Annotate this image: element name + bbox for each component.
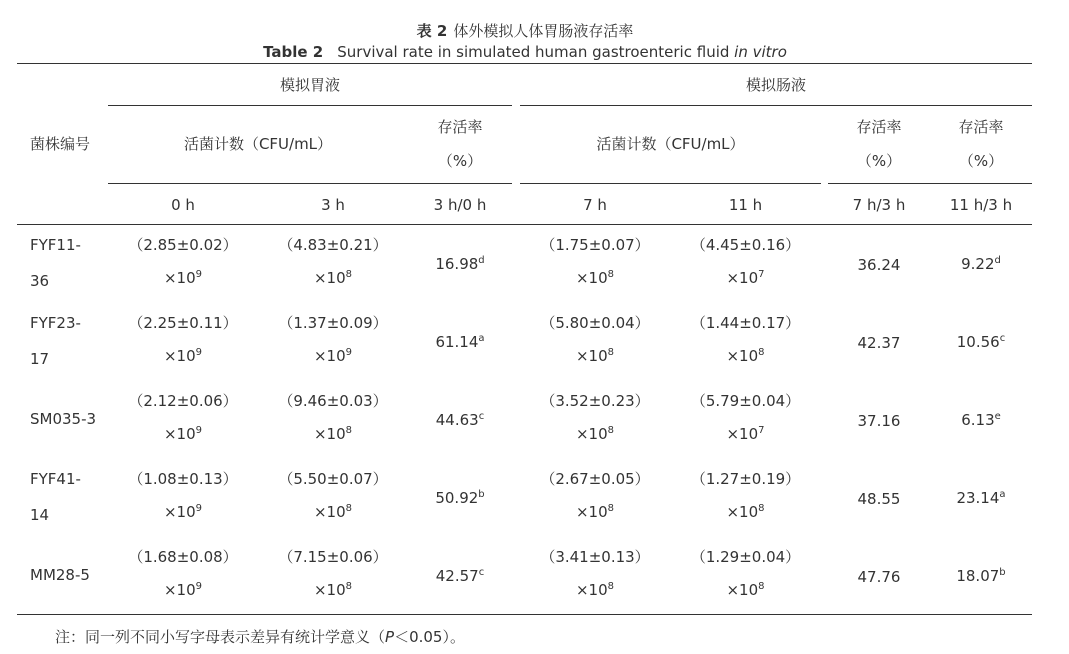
- survival-7h-3h-value: 37.16: [857, 412, 901, 430]
- survival-7h-3h-value: 47.76: [857, 568, 901, 586]
- table-title-en-italic: in vitro: [734, 43, 787, 61]
- survival-3h-0h-value: 50.92: [435, 489, 479, 507]
- count-11h-base: ×10: [726, 503, 759, 521]
- survival-3h-0h-letter: b: [478, 489, 485, 500]
- count-7h-mean-sd: （3.52±0.23）: [540, 392, 650, 410]
- col-header-11h-3h: 11 h/3 h: [949, 196, 1013, 214]
- header-intestinal: 模拟肠液: [745, 76, 806, 94]
- survival-3h-0h-letter: c: [478, 567, 485, 578]
- count-7h-mean-sd: （1.75±0.07）: [540, 236, 650, 254]
- count-0h-exponent: 9: [195, 425, 203, 436]
- strain-id-part1: SM035-3: [30, 410, 97, 428]
- count-11h-exponent-line: [670, 346, 821, 366]
- survival-3h-0h-value: 42.57: [435, 567, 479, 585]
- count-3h-base: ×10: [313, 347, 346, 365]
- footnote-prefix: 注：同一列不同小写字母表示差异有统计学意义（: [55, 628, 386, 646]
- survival-7h-3h-value: 42.37: [857, 334, 901, 352]
- count-0h-mean-sd: （1.68±0.08）: [128, 548, 238, 566]
- count-11h-mean-sd: （1.27±0.19）: [690, 470, 801, 488]
- strain-id: [30, 565, 90, 585]
- count-3h-exponent: 8: [345, 581, 353, 592]
- count-11h-mean-sd: （1.29±0.04）: [690, 548, 801, 566]
- count-3h-value: [258, 313, 408, 333]
- table-label-en: Table 2: [263, 43, 324, 61]
- survival-11h-3h-value: 10.56: [956, 333, 1000, 351]
- header-intestinal-survival-label-1: 存活率: [856, 118, 902, 136]
- count-0h-base: ×10: [163, 503, 196, 521]
- count-11h-exponent-line: [670, 580, 821, 600]
- count-7h-value: [520, 391, 670, 411]
- header-intestinal-survival-unit-1: （%）: [856, 152, 902, 170]
- count-7h-mean-sd: （5.80±0.04）: [540, 314, 650, 332]
- count-0h-value: [108, 391, 258, 411]
- header-gastric: 模拟胃液: [279, 76, 340, 94]
- survival-7h-3h: [828, 411, 930, 431]
- count-3h-base: ×10: [313, 503, 346, 521]
- count-11h-base: ×10: [726, 269, 759, 287]
- strain-id-part2: 14: [30, 506, 50, 524]
- survival-11h-3h: [930, 410, 1032, 430]
- survival-3h-0h-letter: a: [478, 333, 485, 344]
- count-11h-value: [670, 547, 821, 567]
- strain-id-part1: FYF41-: [30, 470, 81, 488]
- survival-3h-0h: [412, 410, 508, 430]
- count-3h-mean-sd: （7.15±0.06）: [278, 548, 388, 566]
- count-0h-mean-sd: （2.12±0.06）: [128, 392, 238, 410]
- count-11h-exponent: 8: [758, 581, 765, 592]
- count-0h-mean-sd: （2.85±0.02）: [128, 236, 238, 254]
- survival-3h-0h-letter: c: [478, 411, 485, 422]
- survival-11h-3h-value: 23.14: [956, 489, 1000, 507]
- count-7h-base: ×10: [575, 581, 608, 599]
- count-3h-mean-sd: （9.46±0.03）: [278, 392, 388, 410]
- top-rule: [17, 63, 1032, 64]
- survival-3h-0h-value: 16.98: [435, 255, 479, 273]
- gastric-group-rule: [108, 105, 512, 106]
- count-0h-value: [108, 469, 258, 489]
- count-7h-exponent: 8: [607, 269, 615, 280]
- count-3h-mean-sd: （4.83±0.21）: [278, 236, 388, 254]
- col-header-3h: 3 h: [321, 196, 345, 214]
- count-0h-exponent-line: [108, 346, 258, 366]
- count-3h-exponent-line: [258, 580, 408, 600]
- count-11h-exponent-line: [670, 268, 821, 288]
- table-caption-cn: [0, 20, 1050, 41]
- count-0h-value: [108, 313, 258, 333]
- count-0h-base: ×10: [163, 581, 196, 599]
- count-3h-value: [258, 391, 408, 411]
- count-3h-exponent-line: [258, 502, 408, 522]
- count-0h-exponent-line: [108, 424, 258, 444]
- strain-id-cont: [30, 271, 49, 291]
- count-3h-mean-sd: （1.37±0.09）: [278, 314, 388, 332]
- strain-id-part2: 36: [30, 272, 50, 290]
- survival-3h-0h: [412, 566, 508, 586]
- intestinal-group-rule: [520, 105, 1032, 106]
- survival-11h-3h-value: 6.13: [961, 411, 995, 429]
- count-0h-exponent-line: [108, 502, 258, 522]
- table-title-cn: 体外模拟人体胃肠液存活率: [453, 22, 634, 40]
- count-11h-exponent: 8: [758, 503, 765, 514]
- survival-11h-3h: [930, 254, 1032, 274]
- count-11h-value: [670, 235, 821, 255]
- strain-id-part1: FYF23-: [30, 314, 81, 332]
- table-title-en: Survival rate in simulated human gastroenteric fluid: [337, 43, 730, 61]
- survival-7h-3h: [828, 567, 930, 587]
- count-11h-base: ×10: [726, 425, 759, 443]
- header-strain: 菌株编号: [30, 135, 91, 153]
- count-3h-exponent-line: [258, 424, 408, 444]
- survival-11h-3h-letter: a: [999, 489, 1006, 500]
- count-7h-base: ×10: [575, 425, 608, 443]
- count-3h-value: [258, 469, 408, 489]
- count-7h-base: ×10: [575, 347, 608, 365]
- survival-11h-3h-letter: e: [994, 411, 1001, 422]
- count-0h-exponent: 9: [195, 503, 203, 514]
- survival-3h-0h: [412, 332, 508, 352]
- survival-3h-0h-letter: d: [478, 255, 485, 266]
- header-gastric-survival-unit: （%）: [437, 152, 483, 170]
- count-0h-exponent-line: [108, 268, 258, 288]
- count-3h-value: [258, 235, 408, 255]
- count-3h-base: ×10: [313, 269, 346, 287]
- count-0h-exponent: 9: [195, 581, 203, 592]
- count-3h-exponent-line: [258, 346, 408, 366]
- survival-11h-3h: [930, 332, 1032, 352]
- survival-11h-3h-letter: d: [994, 255, 1001, 266]
- survival-7h-3h-value: 36.24: [857, 256, 901, 274]
- count-11h-mean-sd: （5.79±0.04）: [690, 392, 801, 410]
- count-7h-exponent: 8: [607, 503, 615, 514]
- header-gastric-count: 活菌计数（CFU/mL）: [183, 135, 333, 153]
- count-0h-exponent: 9: [195, 347, 203, 358]
- count-11h-value: [670, 469, 821, 489]
- count-0h-base: ×10: [163, 347, 196, 365]
- count-7h-exponent-line: [520, 580, 670, 600]
- count-0h-base: ×10: [163, 425, 196, 443]
- survival-11h-3h-letter: b: [999, 567, 1006, 578]
- count-3h-exponent: 8: [345, 425, 353, 436]
- header-gastric-survival-label: 存活率: [437, 118, 483, 136]
- count-3h-value: [258, 547, 408, 567]
- count-7h-value: [520, 235, 670, 255]
- count-7h-exponent-line: [520, 502, 670, 522]
- count-11h-value: [670, 313, 821, 333]
- col-header-3h-0h: 3 h/0 h: [433, 196, 487, 214]
- count-7h-exponent-line: [520, 346, 670, 366]
- count-0h-mean-sd: （1.08±0.13）: [128, 470, 238, 488]
- survival-3h-0h-value: 44.63: [435, 411, 479, 429]
- table-caption-en: [0, 43, 1050, 61]
- strain-id: [30, 469, 81, 489]
- count-3h-base: ×10: [313, 425, 346, 443]
- count-7h-base: ×10: [575, 503, 608, 521]
- col-header-0h: 0 h: [171, 196, 195, 214]
- col-header-7h: 7 h: [583, 196, 607, 214]
- count-7h-exponent: 8: [607, 425, 615, 436]
- survival-11h-3h: [930, 488, 1032, 508]
- footnote-p: P: [385, 628, 395, 646]
- count-7h-value: [520, 469, 670, 489]
- count-7h-mean-sd: （2.67±0.05）: [540, 470, 650, 488]
- count-7h-exponent-line: [520, 424, 670, 444]
- count-7h-mean-sd: （3.41±0.13）: [540, 548, 650, 566]
- count-11h-base: ×10: [726, 581, 759, 599]
- count-7h-exponent-line: [520, 268, 670, 288]
- table-footnote: [55, 626, 465, 647]
- count-11h-exponent: 7: [758, 269, 765, 280]
- count-7h-base: ×10: [575, 269, 608, 287]
- count-7h-exponent: 8: [607, 581, 615, 592]
- table-label-cn: 表 2: [416, 22, 448, 40]
- gastric-subheader-rule: [108, 183, 512, 184]
- header-intestinal-survival-label-2: 存活率: [958, 118, 1004, 136]
- intestinal-count-subheader-rule: [520, 183, 821, 184]
- survival-11h-3h: [930, 566, 1032, 586]
- count-11h-mean-sd: （4.45±0.16）: [690, 236, 801, 254]
- count-11h-base: ×10: [726, 347, 759, 365]
- footnote-suffix: ＜0.05）。: [394, 628, 465, 646]
- col-header-11h: 11 h: [728, 196, 763, 214]
- count-0h-value: [108, 547, 258, 567]
- count-11h-exponent-line: [670, 424, 821, 444]
- count-0h-base: ×10: [163, 269, 196, 287]
- survival-7h-3h: [828, 489, 930, 509]
- count-11h-exponent: 7: [758, 425, 765, 436]
- bottom-rule: [17, 614, 1032, 615]
- count-0h-mean-sd: （2.25±0.11）: [128, 314, 238, 332]
- count-11h-mean-sd: （1.44±0.17）: [690, 314, 801, 332]
- count-0h-value: [108, 235, 258, 255]
- count-3h-exponent-line: [258, 268, 408, 288]
- strain-id-part1: FYF11-: [30, 236, 81, 254]
- count-11h-value: [670, 391, 821, 411]
- count-3h-exponent: 8: [345, 269, 353, 280]
- survival-11h-3h-value: 9.22: [961, 255, 995, 273]
- strain-id-part1: MM28-5: [30, 566, 90, 584]
- strain-id-part2: 17: [30, 350, 50, 368]
- count-3h-exponent: 8: [345, 503, 353, 514]
- survival-3h-0h: [412, 488, 508, 508]
- survival-7h-3h-value: 48.55: [857, 490, 901, 508]
- count-0h-exponent-line: [108, 580, 258, 600]
- count-0h-exponent: 9: [195, 269, 203, 280]
- count-7h-exponent: 8: [607, 347, 615, 358]
- count-11h-exponent-line: [670, 502, 821, 522]
- survival-3h-0h-value: 61.14: [435, 333, 479, 351]
- intestinal-survival-subheader-rule: [828, 183, 1032, 184]
- survival-7h-3h: [828, 255, 930, 275]
- count-3h-mean-sd: （5.50±0.07）: [278, 470, 388, 488]
- header-intestinal-count: 活菌计数（CFU/mL）: [596, 135, 745, 153]
- strain-id: [30, 313, 81, 333]
- count-3h-base: ×10: [313, 581, 346, 599]
- survival-7h-3h: [828, 333, 930, 353]
- strain-id-cont: [30, 505, 49, 525]
- header-intestinal-survival-unit-2: （%）: [958, 152, 1004, 170]
- strain-id-cont: [30, 349, 49, 369]
- count-7h-value: [520, 313, 670, 333]
- col-header-7h-3h: 7 h/3 h: [852, 196, 906, 214]
- header-bottom-rule: [17, 224, 1032, 225]
- survival-3h-0h: [412, 254, 508, 274]
- strain-id: [30, 235, 81, 255]
- count-11h-exponent: 8: [758, 347, 765, 358]
- count-3h-exponent: 9: [345, 347, 353, 358]
- survival-11h-3h-value: 18.07: [956, 567, 1000, 585]
- survival-11h-3h-letter: c: [999, 333, 1006, 344]
- strain-id: [30, 409, 96, 429]
- count-7h-value: [520, 547, 670, 567]
